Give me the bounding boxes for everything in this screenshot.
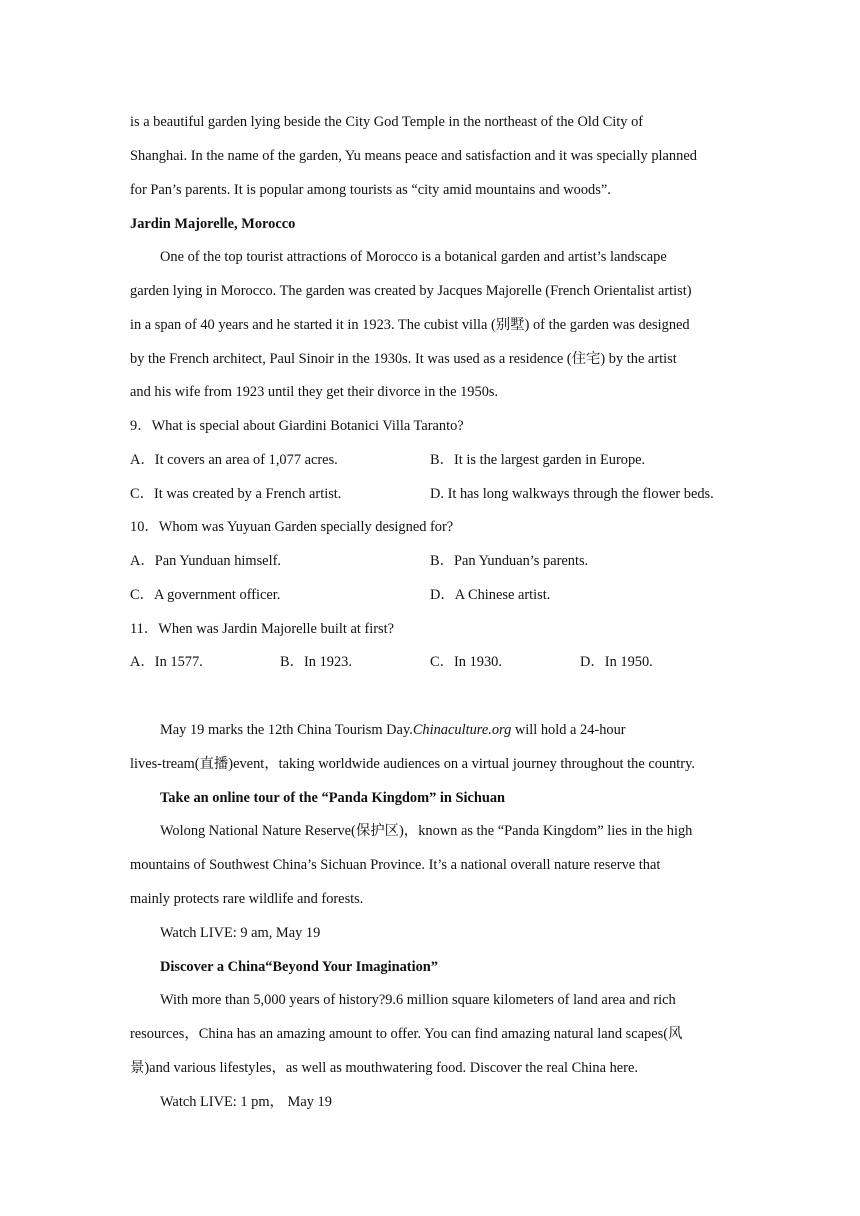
intro-text-post: will hold a 24-hour (511, 722, 626, 738)
passage2-intro-line-1 (160, 720, 626, 740)
passage1-line-3: for Pan’s parents. It is popular among tourists as “city amid mountains and woods”. (130, 182, 611, 198)
question-10-option-c: C．A government officer. (130, 587, 281, 603)
chinaculture-site-name: Chinaculture.org (412, 722, 512, 738)
panda-watch-live: Watch LIVE: 9 am, May 19 (160, 925, 321, 941)
passage1-line-1: is a beautiful garden lying beside the City God Temple in the northeast of the Old City of (130, 114, 644, 130)
heading-jardin-majorelle: Jardin Majorelle, Morocco (130, 216, 296, 232)
majorelle-line-5: and his wife from 1923 until they get their divorce in the 1950s. (130, 384, 499, 400)
question-9-option-a: A．It covers an area of 1,077 acres. (130, 452, 338, 468)
discover-watch-live: Watch LIVE: 1 pm， May 19 (160, 1094, 332, 1110)
question-11-stem: 11．When was Jardin Majorelle built at first? (130, 621, 395, 637)
question-11-option-d: D．In 1950. (580, 654, 653, 670)
majorelle-line-4: by the French architect, Paul Sinoir in the 1930s. It was used as a residence (住宅) by the artist (130, 351, 677, 367)
question-11-option-c: C．In 1930. (430, 654, 502, 670)
majorelle-line-2: garden lying in Morocco. The garden was created by Jacques Majorelle (French Orientalist artist) (130, 283, 692, 299)
passage2-intro-line-2: lives-tream(直播)event，taking worldwide audiences on a virtual journey throughout the country. (130, 756, 695, 772)
majorelle-line-3: in a span of 40 years and he started it in 1923. The cubist villa (别墅) of the garden was designed (130, 317, 690, 333)
question-9-option-d: D. It has long walkways through the flower beds. (430, 486, 714, 502)
panda-line-2: mountains of Southwest China’s Sichuan Province. It’s a national overall nature reserve that (130, 857, 661, 873)
panda-line-3: mainly protects rare wildlife and forests. (130, 891, 364, 907)
passage1-line-2: Shanghai. In the name of the garden, Yu means peace and satisfaction and it was specially planned (130, 148, 697, 164)
question-9-option-c: C．It was created by a French artist. (130, 486, 342, 502)
intro-text-pre: May 19 marks the 12th China Tourism Day. (160, 722, 413, 738)
question-9-stem: 9．What is special about Giardini Botanici Villa Taranto? (130, 418, 464, 434)
question-10-stem: 10．Whom was Yuyuan Garden specially designed for? (130, 519, 454, 535)
majorelle-line-1: One of the top tourist attractions of Morocco is a botanical garden and artist’s landscape (160, 249, 667, 265)
question-10-option-d: D．A Chinese artist. (430, 587, 551, 603)
heading-panda-kingdom: Take an online tour of the “Panda Kingdom” in Sichuan (160, 790, 506, 806)
discover-line-3: 景)and various lifestyles，as well as mouthwatering food. Discover the real China here. (130, 1060, 638, 1076)
question-10-option-a: A．Pan Yunduan himself. (130, 553, 281, 569)
discover-line-2: resources，China has an amazing amount to offer. You can find amazing natural land scapes(风 (130, 1026, 683, 1042)
discover-line-1: With more than 5,000 years of history?9.6 million square kilometers of land area and rich (160, 992, 676, 1008)
question-10-option-b: B．Pan Yunduan’s parents. (430, 553, 589, 569)
question-9-option-b: B．It is the largest garden in Europe. (430, 452, 646, 468)
question-11-option-a: A．In 1577. (130, 654, 203, 670)
panda-line-1: Wolong National Nature Reserve(保护区)，known as the “Panda Kingdom” lies in the high (160, 823, 693, 839)
question-11-option-b: B．In 1923. (280, 654, 352, 670)
heading-discover-china: Discover a China“Beyond Your Imagination” (160, 959, 438, 975)
